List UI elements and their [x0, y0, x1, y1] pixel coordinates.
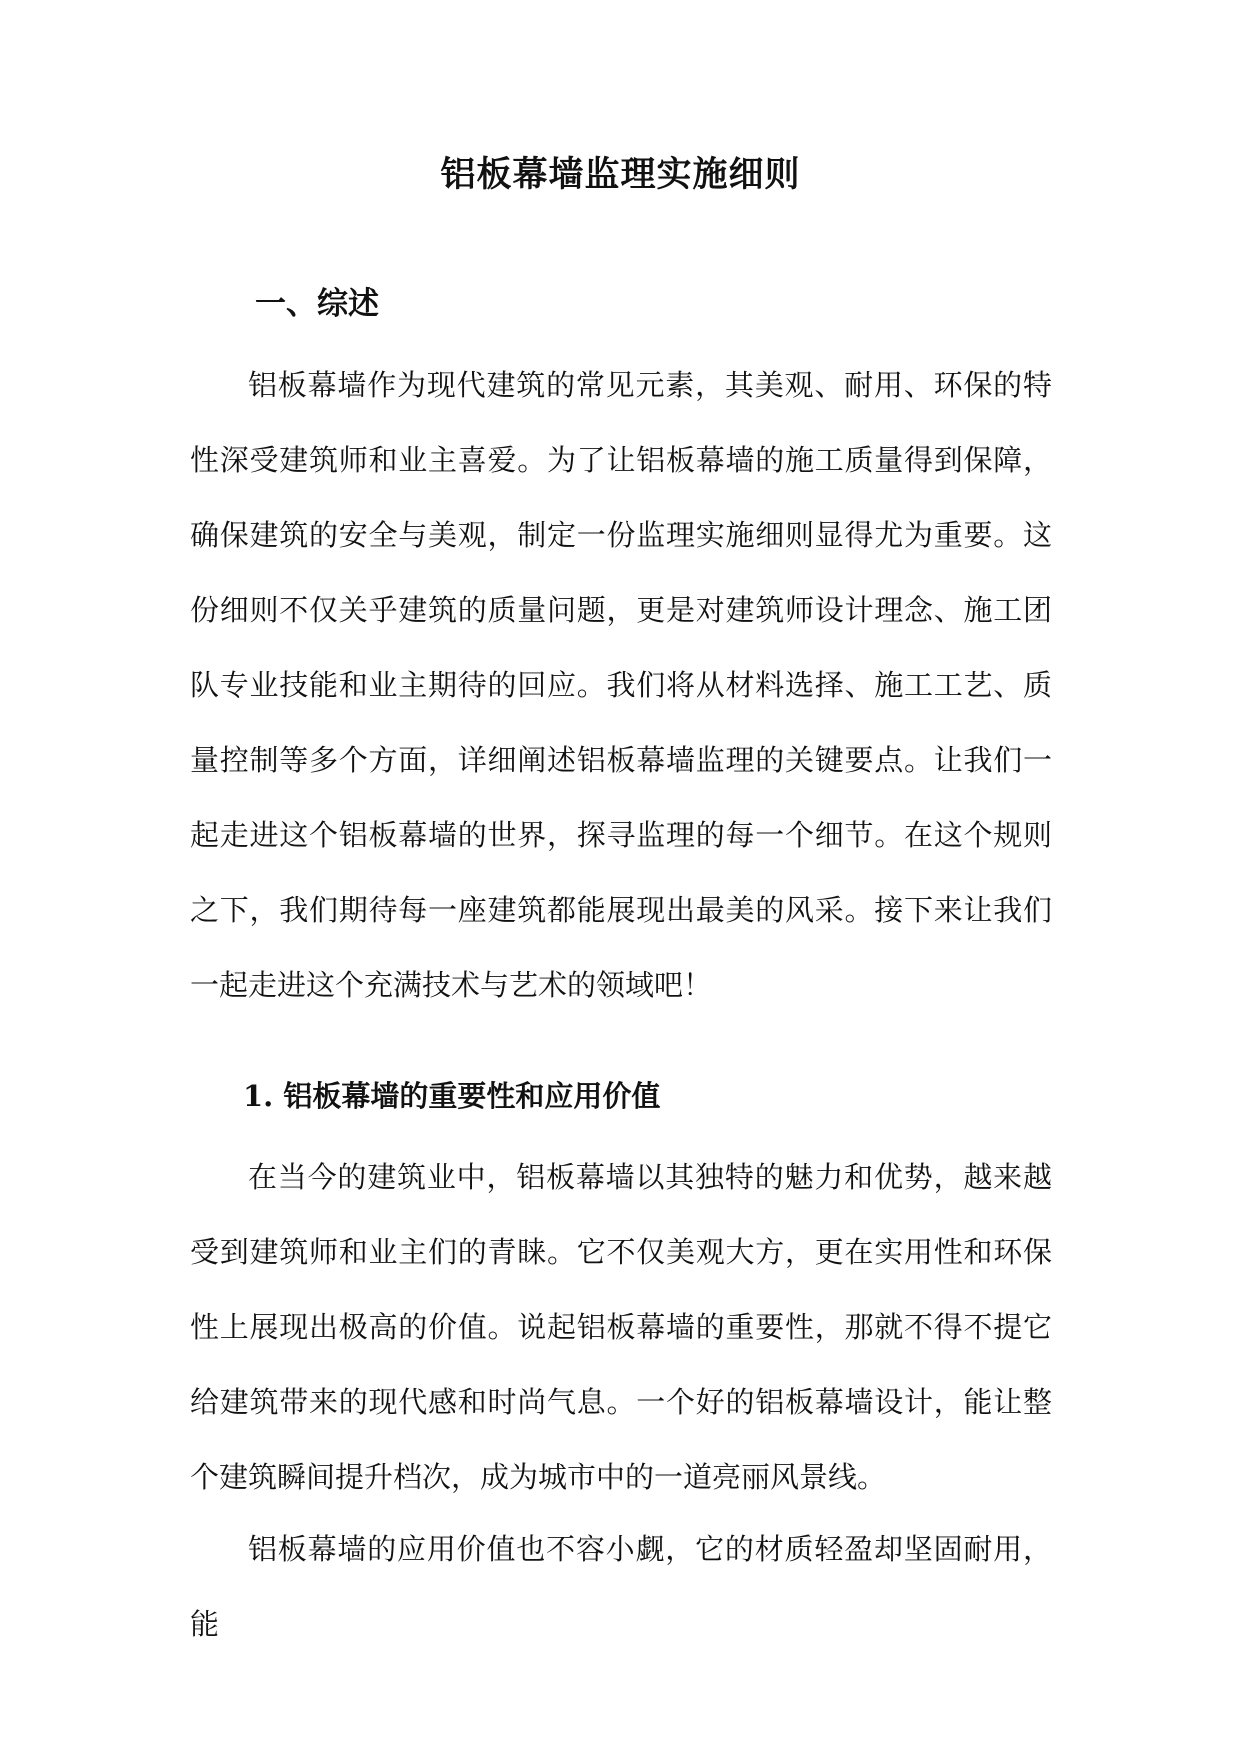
- section-heading-overview: 一、综述: [255, 286, 379, 322]
- importance-paragraph: 在当今的建筑业中，铝板幕墙以其独特的魅力和优势，越来越受到建筑师和业主们的青睐。它不仅美观大方，更在实用性和环保性上展现出极高的价值。说起铝板幕墙的重要性，那就不得不提它给建筑带来的现代感和时尚气息。一个好的铝板幕墙设计，能让整个建筑瞬间提升档次，成为城市中的一道亮丽风景线。: [190, 1160, 1052, 1494]
- subsection-heading-importance: 1. 铝板幕墙的重要性和应用价值: [243, 1079, 661, 1113]
- document-title: 铝板幕墙监理实施细则: [440, 154, 801, 195]
- overview-paragraph: 铝板幕墙作为现代建筑的常见元素，其美观、耐用、环保的特性深受建筑师和业主喜爱。为了让铝板幕墙的施工质量得到保障，确保建筑的安全与美观，制定一份监理实施细则显得尤为重要。这份细则不仅关乎建筑的质量问题，更是对建筑师设计理念、施工团队专业技能和业主期待的回应。我们将从材料选择、施工工艺、质量控制等多个方面，详细阐述铝板幕墙监理的关键要点。让我们一起走进这个铝板幕墙的世界，探寻监理的每一个细节。在这个规则之下，我们期待每一座建筑都能展现出最美的风采。接下来让我们一起走进这个充满技术与艺术的领域吧！: [190, 368, 1052, 1002]
- application-value-paragraph: 铝板幕墙的应用价值也不容小觑，它的材质轻盈却坚固耐用，能: [190, 1532, 1052, 1641]
